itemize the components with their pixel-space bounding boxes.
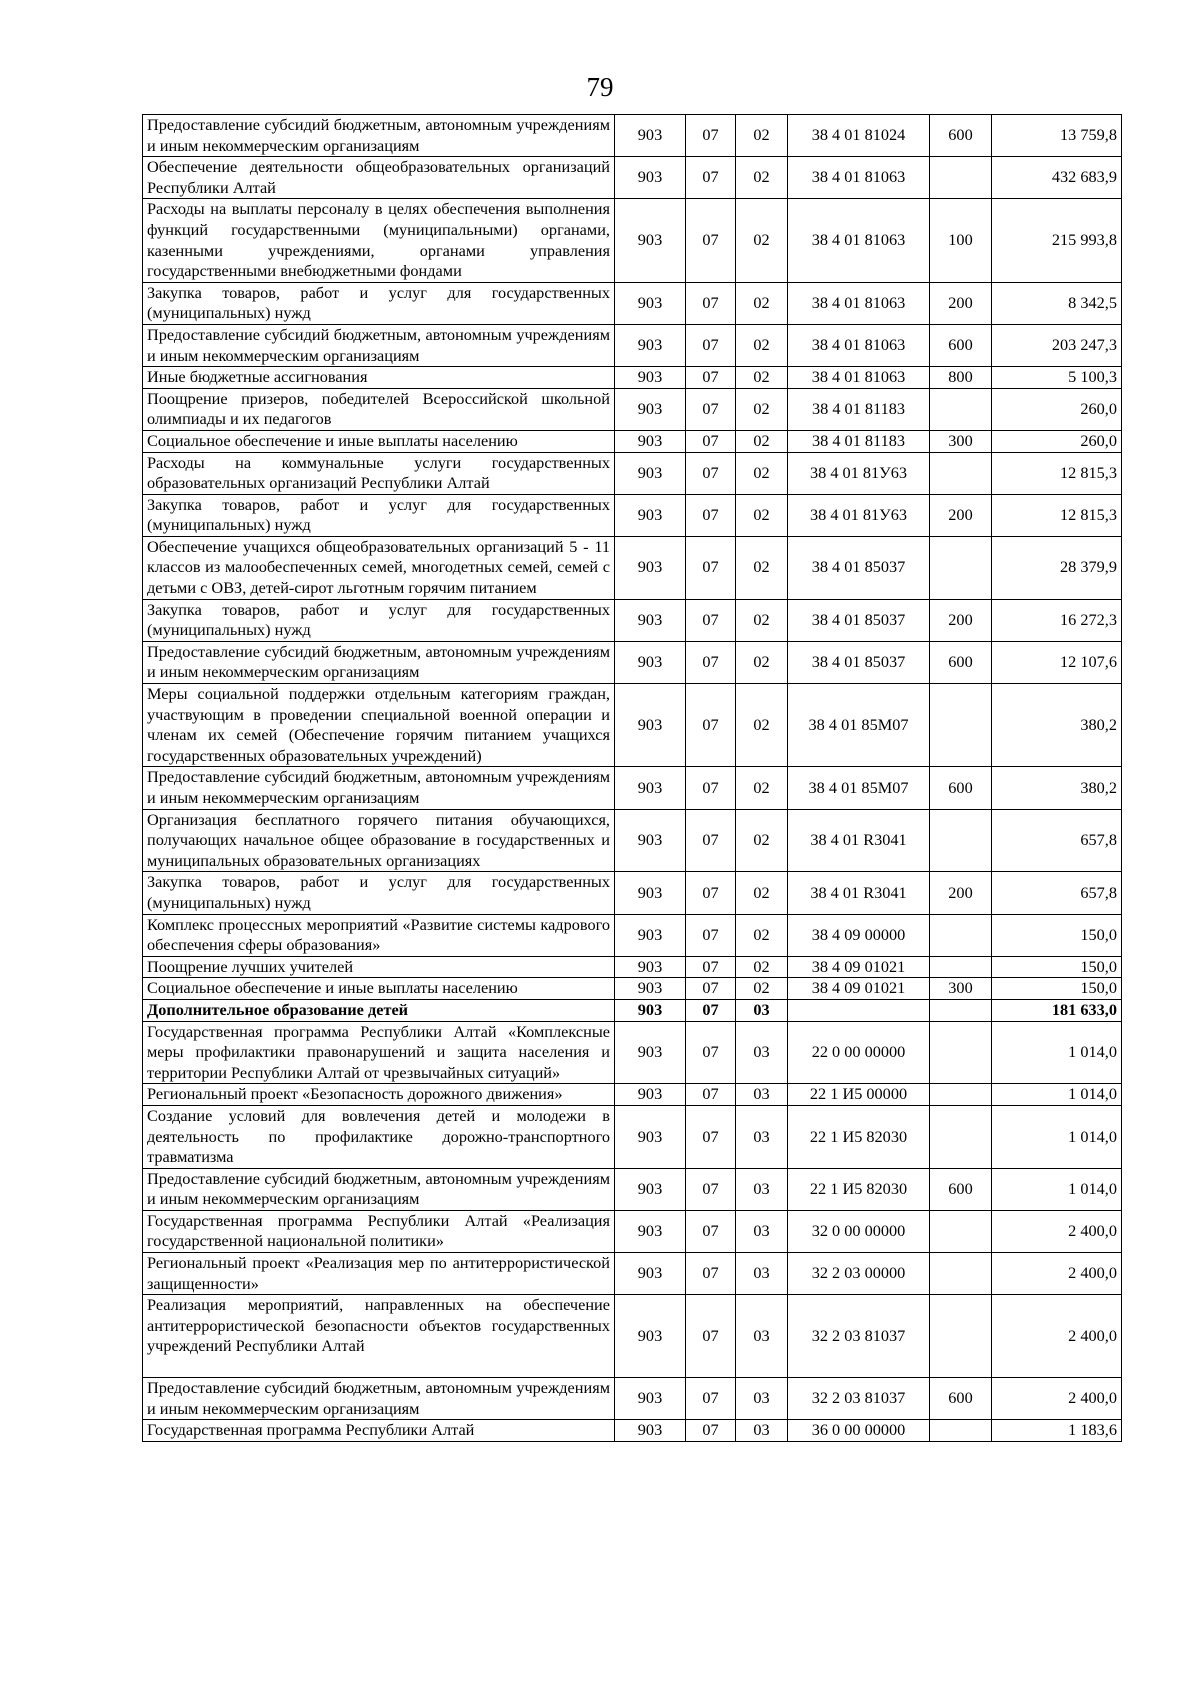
target-article-code: 38 4 01 81063 bbox=[788, 367, 930, 389]
subsection-code: 02 bbox=[736, 494, 788, 536]
section-code: 07 bbox=[686, 872, 736, 914]
section-code: 07 bbox=[686, 599, 736, 641]
amount: 150,0 bbox=[992, 956, 1122, 978]
subsection-code: 02 bbox=[736, 115, 788, 157]
amount: 150,0 bbox=[992, 978, 1122, 1000]
target-article-code: 38 4 01 R3041 bbox=[788, 872, 930, 914]
department-code: 903 bbox=[615, 1378, 686, 1420]
department-code: 903 bbox=[615, 978, 686, 1000]
expense-type-code bbox=[930, 452, 992, 494]
expense-type-code bbox=[930, 388, 992, 430]
section-code: 07 bbox=[686, 956, 736, 978]
table-body bbox=[143, 115, 1122, 1442]
department-code: 903 bbox=[615, 641, 686, 683]
section-code: 07 bbox=[686, 282, 736, 324]
target-article-code: 32 2 03 81037 bbox=[788, 1295, 930, 1378]
table-row bbox=[143, 430, 1122, 452]
expense-type-code: 100 bbox=[930, 199, 992, 282]
amount: 5 100,3 bbox=[992, 367, 1122, 389]
subsection-code: 02 bbox=[736, 157, 788, 199]
section-code: 07 bbox=[686, 367, 736, 389]
section-code: 07 bbox=[686, 1084, 736, 1106]
target-article-code: 38 4 01 85М07 bbox=[788, 767, 930, 809]
target-article-code: 32 0 00 00000 bbox=[788, 1210, 930, 1252]
target-article-code: 38 4 01 81063 bbox=[788, 157, 930, 199]
section-code: 07 bbox=[686, 536, 736, 599]
amount: 1 014,0 bbox=[992, 1168, 1122, 1210]
expense-type-code bbox=[930, 1084, 992, 1106]
department-code: 903 bbox=[615, 1295, 686, 1378]
table-row bbox=[143, 914, 1122, 956]
table-row bbox=[143, 809, 1122, 872]
target-article-code: 38 4 09 00000 bbox=[788, 914, 930, 956]
amount: 380,2 bbox=[992, 684, 1122, 767]
target-article-code: 32 2 03 00000 bbox=[788, 1253, 930, 1295]
department-code: 903 bbox=[615, 914, 686, 956]
row-name: Комплекс процессных мероприятий «Развитие системы кадрового обеспечения сферы образования» bbox=[143, 914, 615, 956]
expense-type-code: 600 bbox=[930, 324, 992, 366]
amount: 12 107,6 bbox=[992, 641, 1122, 683]
table-row bbox=[143, 367, 1122, 389]
expense-type-code: 800 bbox=[930, 367, 992, 389]
row-name: Предоставление субсидий бюджетным, автономным учреждениям и иным некоммерческим организациям bbox=[143, 1378, 615, 1420]
table-row bbox=[143, 956, 1122, 978]
department-code: 903 bbox=[615, 494, 686, 536]
subsection-code: 02 bbox=[736, 599, 788, 641]
subsection-code: 02 bbox=[736, 430, 788, 452]
subsection-code: 02 bbox=[736, 767, 788, 809]
department-code: 903 bbox=[615, 115, 686, 157]
subsection-code: 02 bbox=[736, 199, 788, 282]
subsection-code: 02 bbox=[736, 684, 788, 767]
expense-type-code: 600 bbox=[930, 767, 992, 809]
table-row bbox=[143, 1253, 1122, 1295]
table-row bbox=[143, 1105, 1122, 1168]
target-article-code: 38 4 09 01021 bbox=[788, 978, 930, 1000]
section-code: 07 bbox=[686, 999, 736, 1021]
expense-type-code: 600 bbox=[930, 115, 992, 157]
expense-type-code bbox=[930, 1021, 992, 1084]
row-name: Социальное обеспечение и иные выплаты населению bbox=[143, 430, 615, 452]
amount: 13 759,8 bbox=[992, 115, 1122, 157]
amount: 12 815,3 bbox=[992, 452, 1122, 494]
department-code: 903 bbox=[615, 388, 686, 430]
section-code: 07 bbox=[686, 324, 736, 366]
subsection-code: 03 bbox=[736, 1105, 788, 1168]
amount: 150,0 bbox=[992, 914, 1122, 956]
target-article-code: 32 2 03 81037 bbox=[788, 1378, 930, 1420]
row-name: Организация бесплатного горячего питания обучающихся, получающих начальное общее образование в государственных и муниципальных образовательных организациях bbox=[143, 809, 615, 872]
subsection-code: 02 bbox=[736, 872, 788, 914]
target-article-code: 38 4 01 81У63 bbox=[788, 452, 930, 494]
table-row bbox=[143, 1084, 1122, 1106]
amount: 1 183,6 bbox=[992, 1420, 1122, 1442]
section-code: 07 bbox=[686, 452, 736, 494]
section-code: 07 bbox=[686, 1210, 736, 1252]
row-name: Поощрение лучших учителей bbox=[143, 956, 615, 978]
department-code: 903 bbox=[615, 367, 686, 389]
target-article-code: 38 4 01 81063 bbox=[788, 324, 930, 366]
row-name: Государственная программа Республики Алтай «Комплексные меры профилактики правонарушений и защита населения и территории Республики Алтай от чрезвычайных ситуаций» bbox=[143, 1021, 615, 1084]
subsection-code: 03 bbox=[736, 1168, 788, 1210]
amount: 215 993,8 bbox=[992, 199, 1122, 282]
section-code: 07 bbox=[686, 494, 736, 536]
table-row bbox=[143, 599, 1122, 641]
target-article-code: 36 0 00 00000 bbox=[788, 1420, 930, 1442]
target-article-code: 22 1 И5 82030 bbox=[788, 1168, 930, 1210]
section-code: 07 bbox=[686, 1420, 736, 1442]
expense-type-code: 200 bbox=[930, 494, 992, 536]
subsection-code: 03 bbox=[736, 1420, 788, 1442]
table-row bbox=[143, 1021, 1122, 1084]
subsection-code: 02 bbox=[736, 388, 788, 430]
budget-table bbox=[142, 114, 1122, 1442]
target-article-code: 38 4 01 81183 bbox=[788, 388, 930, 430]
section-code: 07 bbox=[686, 1253, 736, 1295]
target-article-code: 38 4 01 81183 bbox=[788, 430, 930, 452]
row-name: Расходы на коммунальные услуги государственных образовательных организаций Республики Алтай bbox=[143, 452, 615, 494]
target-article-code: 38 4 01 85037 bbox=[788, 641, 930, 683]
department-code: 903 bbox=[615, 809, 686, 872]
row-name: Государственная программа Республики Алтай bbox=[143, 1420, 615, 1442]
row-name: Закупка товаров, работ и услуг для государственных (муниципальных) нужд bbox=[143, 872, 615, 914]
target-article-code: 38 4 01 81У63 bbox=[788, 494, 930, 536]
target-article-code: 38 4 01 81063 bbox=[788, 282, 930, 324]
expense-type-code bbox=[930, 914, 992, 956]
target-article-code: 38 4 01 R3041 bbox=[788, 809, 930, 872]
department-code: 903 bbox=[615, 956, 686, 978]
expense-type-code bbox=[930, 1420, 992, 1442]
amount: 2 400,0 bbox=[992, 1210, 1122, 1252]
expense-type-code bbox=[930, 1295, 992, 1378]
row-name: Региональный проект «Безопасность дорожного движения» bbox=[143, 1084, 615, 1106]
subsection-code: 02 bbox=[736, 956, 788, 978]
section-code: 07 bbox=[686, 641, 736, 683]
department-code: 903 bbox=[615, 872, 686, 914]
expense-type-code: 600 bbox=[930, 1378, 992, 1420]
row-name: Дополнительное образование детей bbox=[143, 999, 615, 1021]
section-code: 07 bbox=[686, 914, 736, 956]
section-code: 07 bbox=[686, 199, 736, 282]
amount: 2 400,0 bbox=[992, 1295, 1122, 1378]
target-article-code: 38 4 01 85037 bbox=[788, 536, 930, 599]
subsection-code: 03 bbox=[736, 1378, 788, 1420]
target-article-code: 38 4 01 81024 bbox=[788, 115, 930, 157]
table-row bbox=[143, 199, 1122, 282]
row-name: Расходы на выплаты персоналу в целях обеспечения выполнения функций государственными (муниципальными) органами, казенными учреждениями, органами управления государственными внебюджетными фондами bbox=[143, 199, 615, 282]
subsection-code: 02 bbox=[736, 978, 788, 1000]
amount: 657,8 bbox=[992, 809, 1122, 872]
department-code: 903 bbox=[615, 1420, 686, 1442]
amount: 657,8 bbox=[992, 872, 1122, 914]
row-name: Закупка товаров, работ и услуг для государственных (муниципальных) нужд bbox=[143, 282, 615, 324]
row-name: Предоставление субсидий бюджетным, автономным учреждениям и иным некоммерческим организациям bbox=[143, 324, 615, 366]
target-article-code: 22 1 И5 82030 bbox=[788, 1105, 930, 1168]
target-article-code bbox=[788, 999, 930, 1021]
department-code: 903 bbox=[615, 1168, 686, 1210]
expense-type-code: 200 bbox=[930, 599, 992, 641]
department-code: 903 bbox=[615, 1105, 686, 1168]
target-article-code: 22 0 00 00000 bbox=[788, 1021, 930, 1084]
section-code: 07 bbox=[686, 978, 736, 1000]
table-row bbox=[143, 452, 1122, 494]
table-row bbox=[143, 1420, 1122, 1442]
amount: 432 683,9 bbox=[992, 157, 1122, 199]
department-code: 903 bbox=[615, 599, 686, 641]
row-name: Предоставление субсидий бюджетным, автономным учреждениям и иным некоммерческим организациям bbox=[143, 1168, 615, 1210]
section-code: 07 bbox=[686, 1105, 736, 1168]
subsection-code: 03 bbox=[736, 1295, 788, 1378]
amount: 28 379,9 bbox=[992, 536, 1122, 599]
section-code: 07 bbox=[686, 1168, 736, 1210]
subsection-code: 02 bbox=[736, 914, 788, 956]
target-article-code: 22 1 И5 00000 bbox=[788, 1084, 930, 1106]
table-row bbox=[143, 1168, 1122, 1210]
subsection-code: 02 bbox=[736, 367, 788, 389]
table-row bbox=[143, 388, 1122, 430]
row-name: Предоставление субсидий бюджетным, автономным учреждениям и иным некоммерческим организациям bbox=[143, 641, 615, 683]
target-article-code: 38 4 01 85037 bbox=[788, 599, 930, 641]
target-article-code: 38 4 01 81063 bbox=[788, 199, 930, 282]
amount: 260,0 bbox=[992, 430, 1122, 452]
expense-type-code bbox=[930, 536, 992, 599]
row-name: Поощрение призеров, победителей Всероссийской школьной олимпиады и их педагогов bbox=[143, 388, 615, 430]
table-row bbox=[143, 157, 1122, 199]
table-row bbox=[143, 536, 1122, 599]
row-name: Закупка товаров, работ и услуг для государственных (муниципальных) нужд bbox=[143, 494, 615, 536]
subsection-code: 03 bbox=[736, 1021, 788, 1084]
amount: 12 815,3 bbox=[992, 494, 1122, 536]
row-name: Социальное обеспечение и иные выплаты населению bbox=[143, 978, 615, 1000]
department-code: 903 bbox=[615, 1021, 686, 1084]
amount: 8 342,5 bbox=[992, 282, 1122, 324]
subsection-code: 03 bbox=[736, 1253, 788, 1295]
section-code: 07 bbox=[686, 809, 736, 872]
subsection-code: 02 bbox=[736, 452, 788, 494]
section-code: 07 bbox=[686, 1295, 736, 1378]
expense-type-code: 200 bbox=[930, 872, 992, 914]
amount: 2 400,0 bbox=[992, 1253, 1122, 1295]
department-code: 903 bbox=[615, 1210, 686, 1252]
subsection-code: 03 bbox=[736, 999, 788, 1021]
row-name: Меры социальной поддержки отдельным категориям граждан, участвующим в проведении специальной военной операции и членам их семей (Обеспечение горячим питанием учащихся государственных образовательных учреждений) bbox=[143, 684, 615, 767]
expense-type-code: 600 bbox=[930, 641, 992, 683]
amount: 16 272,3 bbox=[992, 599, 1122, 641]
expense-type-code: 600 bbox=[930, 1168, 992, 1210]
table-row bbox=[143, 999, 1122, 1021]
table-row bbox=[143, 767, 1122, 809]
subsection-code: 02 bbox=[736, 641, 788, 683]
subsection-code: 02 bbox=[736, 809, 788, 872]
row-name: Иные бюджетные ассигнования bbox=[143, 367, 615, 389]
expense-type-code: 300 bbox=[930, 430, 992, 452]
subsection-code: 03 bbox=[736, 1084, 788, 1106]
table-row bbox=[143, 494, 1122, 536]
row-name: Предоставление субсидий бюджетным, автономным учреждениям и иным некоммерческим организациям bbox=[143, 767, 615, 809]
table-row bbox=[143, 115, 1122, 157]
subsection-code: 02 bbox=[736, 324, 788, 366]
expense-type-code bbox=[930, 1105, 992, 1168]
row-name: Обеспечение учащихся общеобразовательных организаций 5 - 11 классов из малообеспеченных семей, многодетных семей, семей с детьми с ОВЗ, детей-сирот льготным горячим питанием bbox=[143, 536, 615, 599]
department-code: 903 bbox=[615, 324, 686, 366]
row-name: Закупка товаров, работ и услуг для государственных (муниципальных) нужд bbox=[143, 599, 615, 641]
section-code: 07 bbox=[686, 115, 736, 157]
amount: 260,0 bbox=[992, 388, 1122, 430]
amount: 2 400,0 bbox=[992, 1378, 1122, 1420]
expense-type-code bbox=[930, 809, 992, 872]
department-code: 903 bbox=[615, 157, 686, 199]
subsection-code: 02 bbox=[736, 282, 788, 324]
subsection-code: 02 bbox=[736, 536, 788, 599]
row-name: Создание условий для вовлечения детей и молодежи в деятельность по профилактике дорожно-транспортного травматизма bbox=[143, 1105, 615, 1168]
amount: 1 014,0 bbox=[992, 1084, 1122, 1106]
row-name: Предоставление субсидий бюджетным, автономным учреждениям и иным некоммерческим организациям bbox=[143, 115, 615, 157]
row-name: Региональный проект «Реализация мер по антитеррористической защищенности» bbox=[143, 1253, 615, 1295]
expense-type-code bbox=[930, 157, 992, 199]
department-code: 903 bbox=[615, 1253, 686, 1295]
page-number: 79 bbox=[586, 72, 614, 102]
table-row bbox=[143, 1295, 1122, 1378]
amount: 181 633,0 bbox=[992, 999, 1122, 1021]
section-code: 07 bbox=[686, 767, 736, 809]
row-name: Реализация мероприятий, направленных на обеспечение антитеррористической безопасности объектов государственных учреждений Республики Алтай bbox=[143, 1295, 615, 1378]
section-code: 07 bbox=[686, 1378, 736, 1420]
section-code: 07 bbox=[686, 1021, 736, 1084]
department-code: 903 bbox=[615, 452, 686, 494]
subsection-code: 03 bbox=[736, 1210, 788, 1252]
expense-type-code bbox=[930, 684, 992, 767]
amount: 380,2 bbox=[992, 767, 1122, 809]
table-row bbox=[143, 641, 1122, 683]
table-row bbox=[143, 978, 1122, 1000]
section-code: 07 bbox=[686, 684, 736, 767]
department-code: 903 bbox=[615, 536, 686, 599]
table-row bbox=[143, 684, 1122, 767]
expense-type-code bbox=[930, 1210, 992, 1252]
table-row bbox=[143, 872, 1122, 914]
table-row bbox=[143, 1210, 1122, 1252]
amount: 1 014,0 bbox=[992, 1105, 1122, 1168]
target-article-code: 38 4 01 85М07 bbox=[788, 684, 930, 767]
table-row bbox=[143, 324, 1122, 366]
department-code: 903 bbox=[615, 430, 686, 452]
row-name: Обеспечение деятельности общеобразовательных организаций Республики Алтай bbox=[143, 157, 615, 199]
expense-type-code bbox=[930, 999, 992, 1021]
table-row bbox=[143, 1378, 1122, 1420]
amount: 203 247,3 bbox=[992, 324, 1122, 366]
expense-type-code: 200 bbox=[930, 282, 992, 324]
department-code: 903 bbox=[615, 767, 686, 809]
expense-type-code bbox=[930, 1253, 992, 1295]
department-code: 903 bbox=[615, 999, 686, 1021]
section-code: 07 bbox=[686, 430, 736, 452]
amount: 1 014,0 bbox=[992, 1021, 1122, 1084]
department-code: 903 bbox=[615, 282, 686, 324]
department-code: 903 bbox=[615, 684, 686, 767]
section-code: 07 bbox=[686, 388, 736, 430]
expense-type-code: 300 bbox=[930, 978, 992, 1000]
department-code: 903 bbox=[615, 199, 686, 282]
department-code: 903 bbox=[615, 1084, 686, 1106]
target-article-code: 38 4 09 01021 bbox=[788, 956, 930, 978]
section-code: 07 bbox=[686, 157, 736, 199]
expense-type-code bbox=[930, 956, 992, 978]
row-name: Государственная программа Республики Алтай «Реализация государственной национальной политики» bbox=[143, 1210, 615, 1252]
table-row bbox=[143, 282, 1122, 324]
